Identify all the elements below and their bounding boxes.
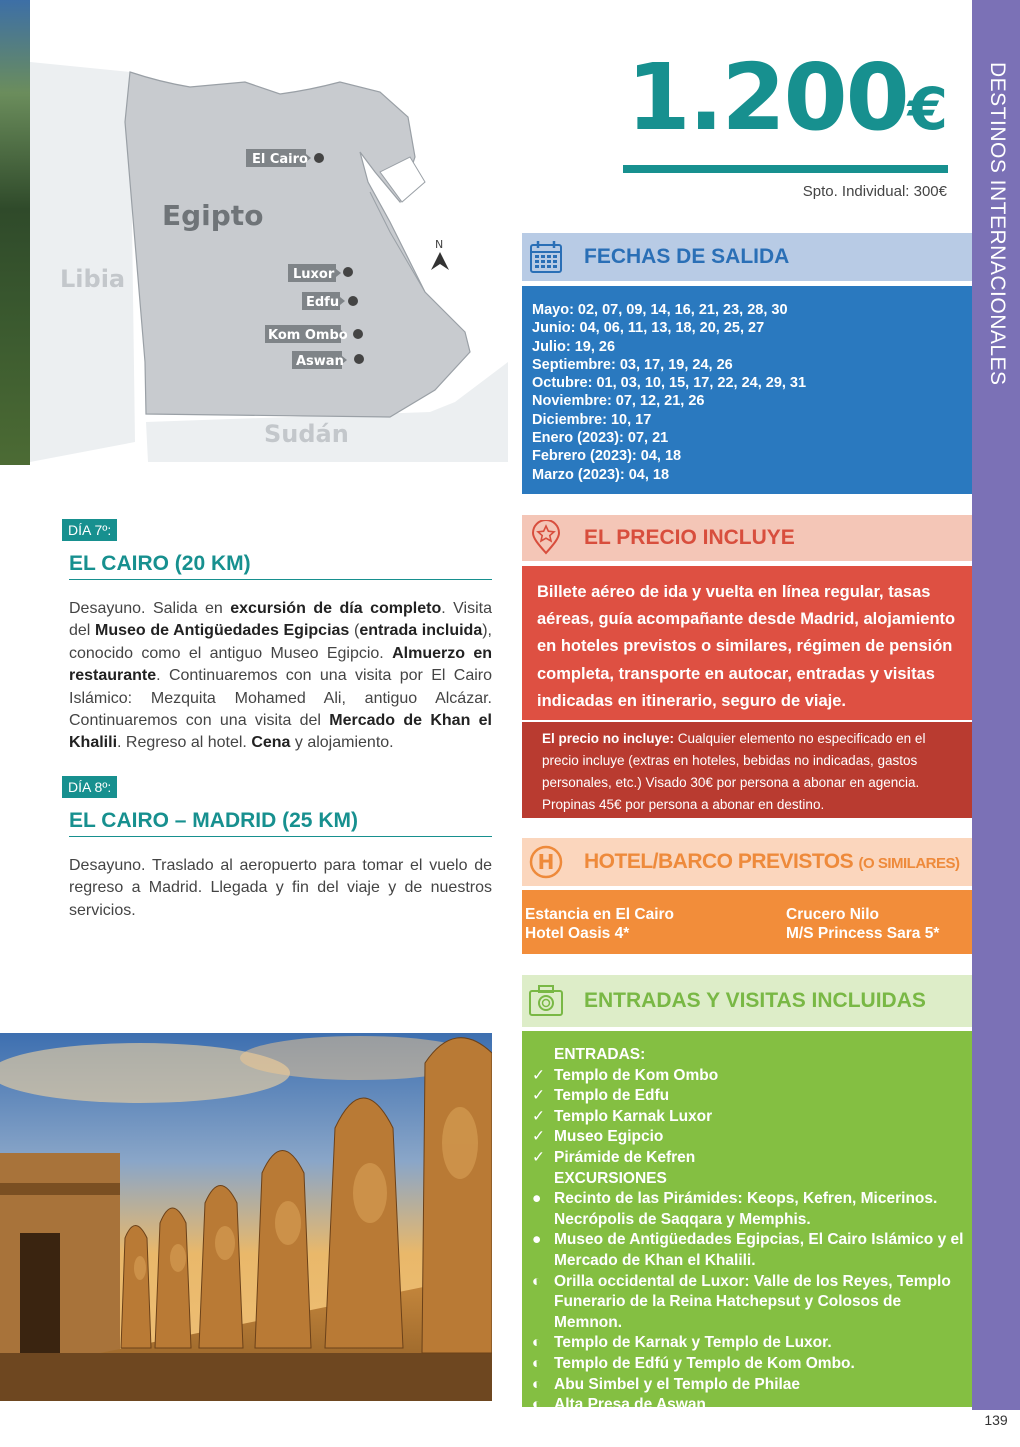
fecha-line: Septiembre: 03, 17, 19, 24, 26 (532, 356, 733, 373)
star-badge-icon (528, 520, 564, 556)
entradas-label: ENTRADAS: (554, 1046, 646, 1063)
day8-tag: DÍA 8º: (62, 776, 117, 798)
text-run-bold: Mercado de Khan el Khalili (69, 712, 492, 752)
city-label: Edfu (306, 295, 340, 310)
no-incluye-text: Cualquier elemento no especificado en el precio incluye (extras en hoteles, bebidas no indicadas, gastos personales, etc.) Visado 30€ por persona a abonar en agencia. Propinas 45€ por persona a abonar en destino. (542, 731, 926, 812)
list-item-text: Alta Presa de Aswan (554, 1396, 706, 1414)
list-item (532, 1272, 972, 1334)
no-incluye-label: El precio no incluye: (542, 731, 675, 746)
list-item (532, 1148, 972, 1169)
city-label: El Cairo (252, 152, 308, 167)
check-icon: ✓ (532, 1087, 545, 1105)
text-run: y alojamiento. (290, 734, 394, 752)
half-circle-icon: ◐ (532, 1354, 542, 1372)
list-item (532, 1127, 972, 1148)
section-title: DESTINOS INTERNACIONALES (986, 62, 1009, 386)
day8-text: Desayuno. Traslado al aeropuerto para tomar el vuelo de regreso a Madrid. Llegada y fin del viaje y de nuestros servicios. (69, 857, 492, 919)
price-number: 1.200 (626, 44, 908, 151)
hotel-header (522, 838, 972, 886)
check-icon: ✓ (532, 1107, 545, 1125)
entradas-header (522, 975, 972, 1027)
list-item (532, 1395, 972, 1416)
north-label: N (435, 238, 444, 251)
day7-tag: DÍA 7º: (62, 519, 117, 541)
half-circle-icon: ◐ (532, 1396, 542, 1414)
check-icon: ✓ (532, 1128, 545, 1146)
day7-title: EL CAIRO (20 KM) (69, 552, 492, 580)
text-run: . Continuaremos con una visita por El Cairo Islámico: Mezquita Mohamed Ali, antiguo Alcázar. Continuaremos con una visita del (69, 667, 492, 730)
list-item-text: Museo Egipcio (554, 1128, 664, 1146)
list-item (532, 1333, 972, 1354)
hotel-crucero-name: M/S Princess Sara 5* (786, 925, 940, 942)
fecha-line: Julio: 19, 26 (532, 338, 616, 355)
list-item (532, 1354, 972, 1375)
list-item-text: Templo de Edfú y Templo de Kom Ombo. (554, 1354, 855, 1372)
half-circle-icon: ◐ (532, 1375, 542, 1393)
text-run: ), conocido como el antiguo Museo Egipcio. (69, 622, 492, 662)
incluye-header (522, 515, 972, 561)
map-sudan-label: Sudán (264, 420, 349, 448)
fechas-header (522, 233, 972, 281)
full-circle-icon: ● (532, 1190, 542, 1208)
hotel-h-icon (528, 844, 564, 880)
text-run-bold: Museo de Antigüedades Egipcias (95, 622, 350, 640)
hotel-cairo-name: Hotel Oasis 4* (525, 925, 630, 942)
camera-icon (528, 983, 564, 1019)
day7-text (69, 598, 492, 755)
hotel-cairo (525, 905, 786, 954)
fechas-title: FECHAS DE SALIDA (584, 245, 790, 268)
text-run: Desayuno. Salida en (69, 600, 231, 617)
text-run: . Visita del (69, 600, 492, 640)
no-incluye-box (522, 722, 972, 818)
fecha-line: Junio: 04, 06, 11, 13, 18, 20, 25, 27 (532, 320, 765, 337)
list-item-text: Museo de Antigüedades Egipcias, El Cairo Islámico y el Mercado de Khan el Khalili. (554, 1231, 964, 1269)
single-supplement: Spto. Individual: 300€ (802, 183, 947, 200)
hotel-cairo-label: Estancia en El Cairo (525, 906, 675, 923)
entradas-title: ENTRADAS Y VISITAS INCLUIDAS (584, 989, 926, 1012)
list-item (532, 1375, 972, 1396)
hotel-title (584, 850, 960, 874)
text-run-bold: Almuerzo en restaurante (69, 644, 493, 685)
price-underline (623, 165, 948, 173)
text-run: . Regreso al hotel. (117, 734, 252, 752)
price-amount (626, 44, 948, 151)
text-run-bold: Cena (251, 734, 291, 752)
hotel-title-small: (O SIMILARES) (858, 855, 960, 872)
hotel-crucero-label: Crucero Nilo (786, 906, 880, 923)
fecha-line: Marzo (2023): 04, 18 (532, 466, 670, 483)
egypt-map (30, 62, 508, 462)
incluye-title: EL PRECIO INCLUYE (584, 526, 795, 549)
fecha-line: Enero (2023): 07, 21 (532, 430, 669, 447)
list-item (532, 1086, 972, 1107)
incluye-text: Billete aéreo de ida y vuelta en línea regular, tasas aéreas, guía acompañante desde Madrid, alojamiento en hoteles previstos o similares, régimen de pensión completa, transporte en autocar, entradas y visitas indicadas en itinerario, seguro de viaje. (522, 566, 972, 720)
list-item-text: Pirámide de Kefren (554, 1148, 696, 1166)
list-item (532, 1107, 972, 1128)
city-label: Aswan (296, 354, 344, 369)
hotel-info (522, 890, 972, 954)
fecha-line: Febrero (2023): 04, 18 (532, 448, 682, 465)
check-icon: ✓ (532, 1148, 545, 1166)
calendar-icon (528, 239, 564, 275)
check-icon: ✓ (532, 1066, 545, 1084)
fecha-line: Mayo: 02, 07, 09, 14, 16, 21, 23, 28, 30 (532, 302, 788, 318)
map-libia-label: Libia (60, 265, 126, 293)
day8-title: EL CAIRO – MADRID (25 KM) (69, 809, 492, 837)
list-item-text: Templo de Karnak y Templo de Luxor. (554, 1334, 832, 1352)
fechas-list (522, 286, 972, 494)
fecha-line: Diciembre: 10, 17 (532, 411, 652, 428)
list-item (532, 1189, 972, 1230)
page-number: 139 (984, 1412, 1008, 1428)
fecha-line: Noviembre: 07, 12, 21, 26 (532, 393, 705, 410)
list-item-text: Recinto de las Pirámides: Keops, Kefren, Micerinos. Necrópolis de Saqqara y Memphis. (554, 1190, 938, 1228)
half-circle-icon: ◐ (532, 1272, 542, 1290)
fecha-line: Octubre: 01, 03, 10, 15, 17, 22, 24, 29, 31 (532, 375, 807, 392)
entradas-list (522, 1031, 972, 1414)
list-item (532, 1066, 972, 1087)
svg-text:H: H (537, 850, 555, 874)
map-country-label: Egipto (162, 199, 264, 232)
hotel-title-main: HOTEL/BARCO PREVISTOS (584, 850, 854, 873)
list-item-text: Templo de Edfu (554, 1087, 670, 1105)
palm-photo-edge (0, 0, 30, 465)
list-item (532, 1230, 972, 1271)
excursiones-label: EXCURSIONES (554, 1169, 667, 1187)
price-currency: € (907, 75, 948, 143)
text-run: ( (349, 622, 360, 640)
full-circle-icon: ● (532, 1231, 542, 1249)
text-run-bold: entrada incluida (359, 622, 483, 640)
city-label: Kom Ombo (268, 328, 348, 343)
list-item-text: Orilla occidental de Luxor: Valle de los Reyes, Templo Funerario de la Reina Hatchepsut y Colosos de Memnon. (554, 1272, 951, 1331)
city-label: Luxor (293, 267, 335, 282)
list-item-text: Templo de Kom Ombo (554, 1066, 719, 1084)
half-circle-icon: ◐ (532, 1334, 542, 1352)
karnak-temple-photo (0, 1033, 492, 1401)
list-item-text: Abu Simbel y el Templo de Philae (554, 1375, 801, 1393)
hotel-crucero (786, 905, 939, 954)
text-run-bold: excursión de día completo (230, 600, 442, 617)
list-item-text: Templo Karnak Luxor (554, 1107, 713, 1125)
